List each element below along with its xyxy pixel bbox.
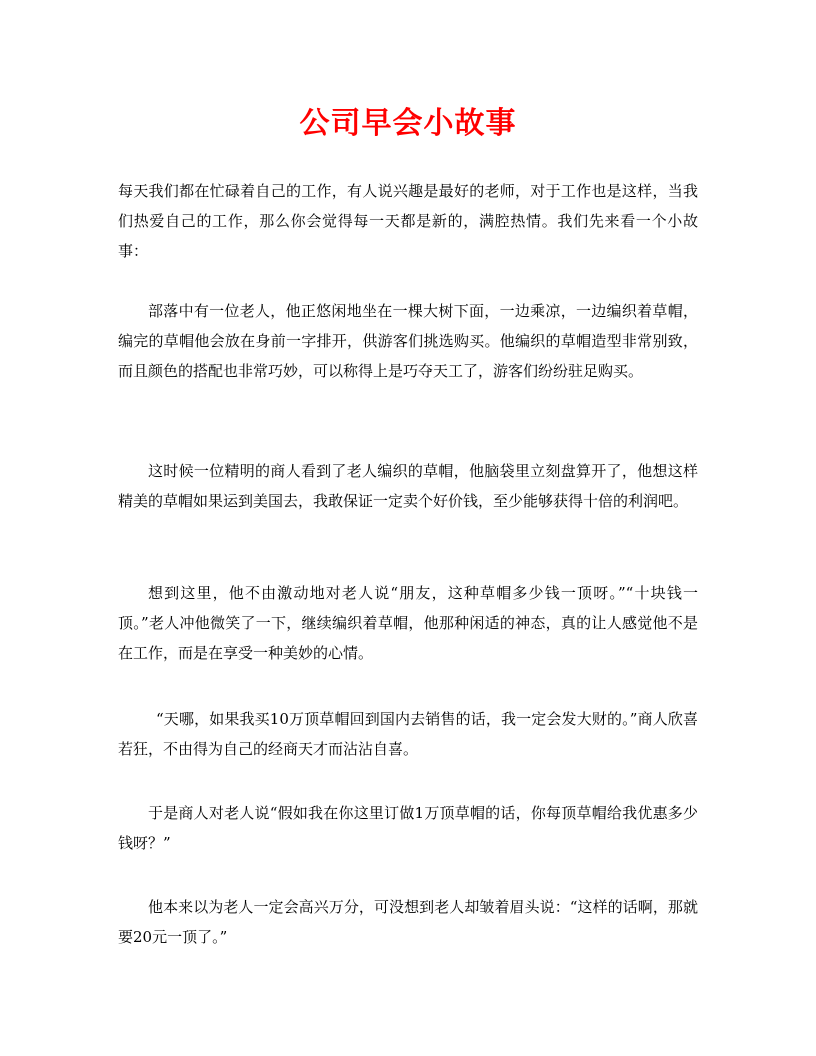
paragraph-merchant-excited: “天哪，如果我买10万顶草帽回到国内去销售的话，我一定会发大财的。”商人欣喜若狂，不由得为自己的经商天才而沾沾自喜。 xyxy=(118,710,698,758)
paragraph-old-man: 部落中有一位老人，他正悠闲地坐在一棵大树下面，一边乘凉，一边编织着草帽，编完的草帽他会放在身前一字排开，供游客们挑选购买。他编织的草帽造型非常别致，而且颜色的搭配也非常巧妙，可以称得上是巧夺天工了，游客们纷纷驻足购买。 xyxy=(118,302,698,380)
paragraph-old-man-reply: 他本来以为老人一定会高兴万分，可没想到老人却皱着眉头说：“这样的话啊，那就要20元一顶了。” xyxy=(118,898,698,946)
page-title: 公司早会小故事 xyxy=(299,106,517,141)
paragraph-bulk-order: 于是商人对老人说“假如我在你这里订做1万顶草帽的话，你每顶草帽给我优惠多少钱呀？” xyxy=(118,804,698,852)
paragraph-intro: 每天我们都在忙碌着自己的工作，有人说兴趣是最好的老师，对于工作也是这样，当我们热爱自己的工作，那么你会觉得每一天都是新的，满腔热情。我们先来看一个小故事： xyxy=(118,182,698,260)
paragraph-price-ask: 想到这里，他不由激动地对老人说“朋友，这种草帽多少钱一顶呀。”“十块钱一顶。”老人冲他微笑了一下，继续编织着草帽，他那种闲适的神态，真的让人感觉他不是在工作，而是在享受一种美妙的心情。 xyxy=(118,584,698,662)
paragraph-merchant-sees: 这时候一位精明的商人看到了老人编织的草帽，他脑袋里立刻盘算开了，他想这样精美的草帽如果运到美国去，我敢保证一定卖个好价钱，至少能够获得十倍的利润吧。 xyxy=(118,462,698,510)
